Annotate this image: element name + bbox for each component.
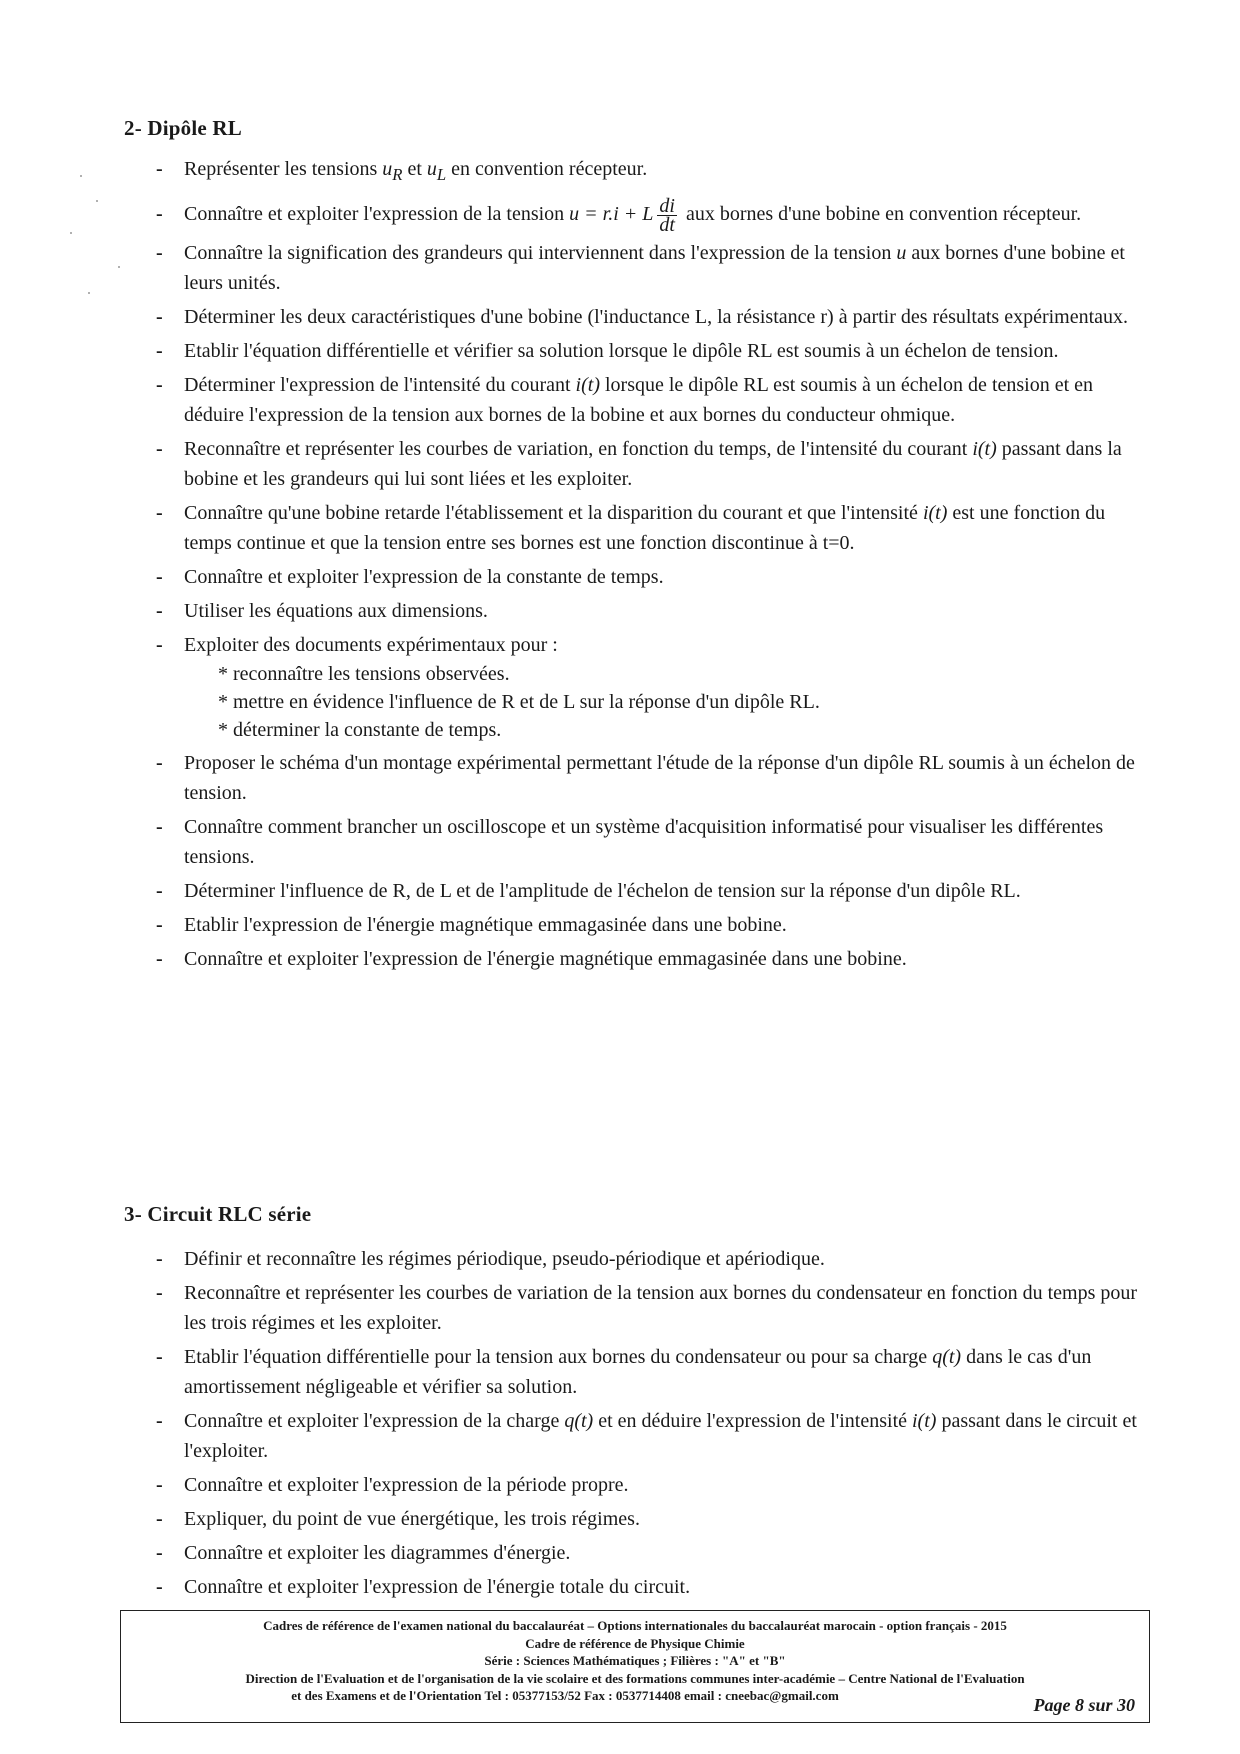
list-item: - Connaître et exploiter l'expression de l'énergie totale du circuit. [150,1572,1140,1602]
bullet: - [156,1346,163,1368]
footer-line: Direction de l'Evaluation et de l'organisation de la vie scolaire et des formations communes inter-académie – Centre National de l'Evaluation [245,1670,1025,1686]
list-item: - Connaître et exploiter les diagrammes d'énergie. [150,1538,1140,1568]
bullet: - [156,1248,163,1270]
bullet: - [156,242,163,264]
list-item: - Exploiter des documents expérimentaux pour : * reconnaître les tensions observées. * mettre en évidence l'influence de R et de L sur la réponse d'un dipôle RL. * déterminer la constante de temps. [150,630,1140,744]
list-item: - Connaître qu'une bobine retarde l'établissement et la disparition du courant et que l'intensité i(t) est une fonction du temps continue et que la tension entre ses bornes est une fonction discontinue à t=0. [150,498,1140,558]
bullet: - [156,374,163,396]
bullet: - [156,438,163,460]
bullet: - [156,1474,163,1496]
list-item: - Déterminer l'expression de l'intensité du courant i(t) lorsque le dipôle RL est soumis à un échelon de tension et en déduire l'expression de la tension aux bornes de la bobine et aux bornes du conducteur ohmique. [150,370,1140,430]
bullet: - [156,1508,163,1530]
bullet: - [156,203,163,225]
fraction-di-dt: $\frac{di}{dt}$ [659,194,675,236]
list-item: - Reconnaître et représenter les courbes de variation de la tension aux bornes du condensateur en fonction du temps pour les trois régimes et les exploiter. [150,1278,1140,1338]
list-item: - Proposer le schéma d'un montage expérimental permettant l'étude de la réponse d'un dipôle RL soumis à un échelon de tension. [150,748,1140,808]
bullet: - [156,914,163,936]
bullet: - [156,502,163,524]
list-item: - Connaître et exploiter l'expression de la tension u = r.i + L $\frac{di}{dt}$ aux bornes d'une bobine en convention récepteur. [156,194,1082,236]
list-item: - Connaître et exploiter l'expression de l'énergie magnétique emmagasinée dans une bobine. [150,944,1140,974]
list-item: - Expliquer, du point de vue énergétique, les trois régimes. [150,1504,1140,1534]
bullet: - [156,1542,163,1564]
scan-speck [80,175,82,177]
list-item: - Utiliser les équations aux dimensions. [150,596,1140,626]
bullet: - [156,306,163,328]
scan-speck [70,232,72,234]
scan-speck [88,292,90,294]
bullet: - [156,634,163,656]
list-item: - Etablir l'équation différentielle pour la tension aux bornes du condensateur ou pour sa charge q(t) dans le cas d'un amortissement négligeable et vérifier sa solution. [150,1342,1140,1402]
footer-line: Cadres de référence de l'examen national du baccalauréat – Options internationales du baccalauréat marocain - option français - 2015 [263,1618,1007,1633]
scan-speck [96,200,98,202]
footer-line: Cadre de référence de Physique Chimie [525,1635,745,1651]
inline-formula: u = r.i + L [569,203,654,225]
footer-line: et des Examens et de l'Orientation Tel : 05377153/52 Fax : 0537714408 email : cneebac@gmail.com [291,1688,839,1703]
scan-speck [118,266,120,268]
bullet: - [156,1410,163,1432]
bullet: - [156,1576,163,1598]
list-item: - Connaître comment brancher un oscilloscope et un système d'acquisition informatisé pour visualiser les différentes tensions. [150,812,1140,872]
list-item: - Connaître et exploiter l'expression de la charge q(t) et en déduire l'expression de l'intensité i(t) passant dans le circuit et l'exploiter. [150,1406,1140,1466]
bullet: - [156,600,163,622]
rlc-objectives-list [150,1244,1140,1606]
footer-line: Série : Sciences Mathématiques ; Filières : "A" et "B" [484,1653,786,1668]
rl-objectives-list [150,154,1140,978]
list-item: - Reconnaître et représenter les courbes de variation, en fonction du temps, de l'intensité du courant i(t) passant dans la bobine et les grandeurs qui lui sont liées et les exploiter. [150,434,1140,494]
list-item: - Représenter les tensions $u_R$ et $u_L$ en convention récepteur. [150,154,1140,190]
bullet: - [156,948,163,970]
section-title-rlc: 3- Circuit RLC série [124,1202,312,1226]
list-item: - Connaître et exploiter l'expression de la période propre. [150,1470,1140,1500]
list-item: - Connaître et exploiter l'expression de la constante de temps. [150,562,1140,592]
bullet: - [156,340,163,362]
list-item: - Déterminer les deux caractéristiques d'une bobine (l'inductance L, la résistance r) à partir des résultats expérimentaux. [150,302,1140,332]
bullet: - [156,816,163,838]
list-item: - Connaître la signification des grandeurs qui interviennent dans l'expression de la tension u aux bornes d'une bobine et leurs unités. [150,238,1140,298]
bullet: - [156,566,163,588]
section-title-rl: 2- Dipôle RL [124,116,242,140]
list-item: - Déterminer l'influence de R, de L et de l'amplitude de l'échelon de tension sur la réponse d'un dipôle RL. [150,876,1140,906]
bullet: - [156,752,163,774]
list-item: - Etablir l'équation différentielle et vérifier sa solution lorsque le dipôle RL est soumis à un échelon de tension. [150,336,1140,366]
sub-item: * déterminer la constante de temps. [218,719,502,741]
sub-item: * reconnaître les tensions observées. [218,663,510,685]
bullet: - [156,1282,163,1304]
bullet: - [156,158,163,180]
list-item: - Définir et reconnaître les régimes périodique, pseudo-périodique et apériodique. [150,1244,1140,1274]
page-number: Page 8 sur 30 [1033,1694,1135,1715]
page-footer [120,1610,1150,1723]
list-item: - Etablir l'expression de l'énergie magnétique emmagasinée dans une bobine. [150,910,1140,940]
sub-item: * mettre en évidence l'influence de R et de L sur la réponse d'un dipôle RL. [218,691,820,713]
bullet: - [156,880,163,902]
